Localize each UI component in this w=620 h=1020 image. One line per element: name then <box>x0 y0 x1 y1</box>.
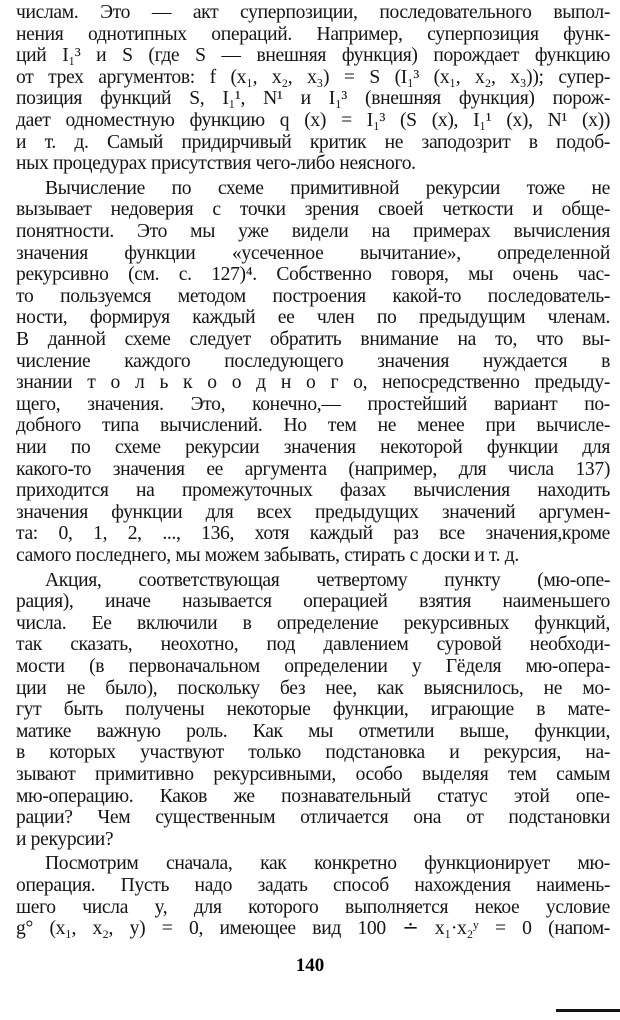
page-number: 140 <box>295 955 325 976</box>
text-line: ности, формируя каждый ее член по предыдущим членам. <box>16 307 610 329</box>
text-line: шего числа y, для которого выполняется некое условие <box>16 896 610 918</box>
text-line: самого последнего, мы можем забывать, стирать с доски и т. д. <box>16 545 519 566</box>
text-line: так сказать, неохотно, под давлением суровой необходи- <box>16 634 610 656</box>
text-line: дает одноместную функцию q (x) = I₁³ (S (x), I₁¹ (x), N¹ (x)) <box>16 110 610 131</box>
text-line: числение каждого последующего значения нуждается в <box>16 350 610 372</box>
text-line: и рекурсии? <box>16 828 114 850</box>
text-line: рации? Чем существенным отличается она от подстановки <box>16 807 610 829</box>
text-line: мости (в первоначальном определении у Гёделя мю-опера- <box>16 656 610 677</box>
text-line: та: 0, 1, 2, ..., 136, хотя каждый раз все значения,кроме <box>16 523 610 545</box>
text-line: от трех аргументов: f (x₁, x₂, x₃) = S (I₁³ (x₁, x₂, x₃)); супер- <box>16 66 610 88</box>
text-line: щего, значения. Это, конечно,— простейший вариант по- <box>16 393 610 415</box>
text-line: мю-операцию. Каков же познавательный статус этой опе- <box>16 785 610 807</box>
text-line: ций I₁³ и S (где S — внешняя функция) порождает функцию <box>16 45 610 67</box>
text-line: матике важную роль. Как мы отметили выше, функции, <box>16 720 610 742</box>
text-line: значения функции для всех предыдущих значений аргумен- <box>16 501 610 523</box>
text-line: позиция функций S, I₁¹, N¹ и I₁³ (внешняя функция) порож- <box>16 88 610 110</box>
text-line: приходится на промежуточных фазах вычисления находить <box>16 480 610 502</box>
text-line: зывают примитивно рекурсивными, особо выделяя тем самым <box>16 764 610 785</box>
text-line: какого-то значения ее аргумента (например, для числа 137) <box>16 458 610 480</box>
text-line: гут быть получены некоторые функции, играющие в мате- <box>16 699 610 721</box>
bottom-rule <box>556 1009 620 1012</box>
text-line: вызывает недоверия с точки зрения своей четкости и обще- <box>16 199 610 221</box>
text-line: в которых участвуют только подстановка и рекурсия, на- <box>16 742 610 764</box>
text-line: ных процедурах присутствия чего-либо неясного. <box>16 153 416 175</box>
paragraph-start-line: Вычисление по схеме примитивной рекурсии тоже не <box>45 177 610 199</box>
text-line: В данной схеме следует обратить внимание на то, что вы- <box>16 329 610 350</box>
text-line: рекурсивно (см. с. 127)⁴. Собственно говоря, мы очень час- <box>16 264 610 286</box>
text-line: и т. д. Самый придирчивый критик не заподозрит в подоб- <box>16 131 610 153</box>
text-line: числа. Ее включили в определение рекурсивных функций, <box>16 612 610 634</box>
text-line: понятности. Это мы уже видели на примерах вычисления <box>16 221 610 242</box>
text-line: то пользуемся методом построения какой-то последователь- <box>16 285 610 307</box>
text-line: ции не было), поскольку без нее, как выяснилось, не мо- <box>16 677 610 699</box>
text-line: добного типа вычислений. Но тем не менее при вычисле- <box>16 415 610 437</box>
text-line: знании т о л ь к о о д н о г о, непосредственно предыду- <box>16 372 610 394</box>
paragraph-start-line: Посмотрим сначала, как конкретно функционирует мю- <box>45 853 610 875</box>
text-line: рация), иначе называется операцией взятия наименьшего <box>16 591 610 613</box>
text-line: g° (x₁, x₂, y) = 0, имеющее вид 100 ∸ x₁·x₂ʸ = 0 (напом- <box>16 918 610 940</box>
text-line: числам. Это — акт суперпозиции, последовательного выпол- <box>16 2 610 23</box>
paragraph-start-line: Акция, соответствующая четвертому пункту (мю-опе- <box>45 569 610 591</box>
text-line: нения однотипных операций. Например, суперпозиция функ- <box>16 23 610 45</box>
text-line: нии по схеме рекурсии значения некоторой функции для <box>16 437 610 458</box>
text-line: значения функции «усеченное вычитание», определенной <box>16 242 610 264</box>
text-line: операция. Пусть надо задать способ нахождения наимень- <box>16 875 610 896</box>
